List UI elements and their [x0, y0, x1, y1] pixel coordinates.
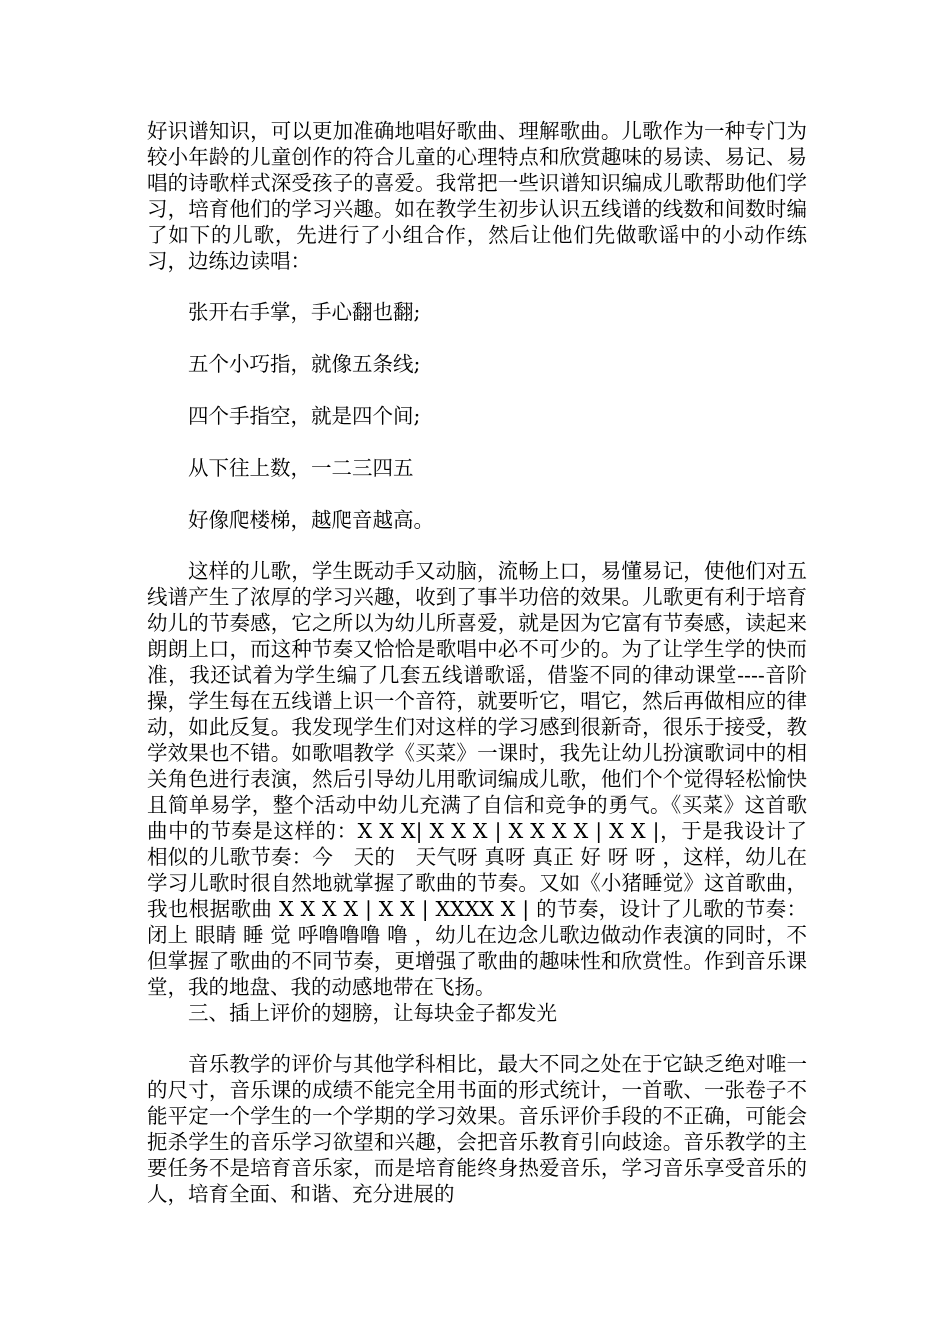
paragraph-intro: 好识谱知识，可以更加准确地唱好歌曲、理解歌曲。儿歌作为一种专门为较小年龄的儿童创作的符合儿童的心理特点和欣赏趣味的易读、易记、易唱的诗歌样式深受孩子的喜爱。我常把一些识谱知识编成儿歌帮助他们学习，培育他们的学习兴趣。如在教学生初步认识五线谱的线数和间数时编了如下的儿歌，先进行了小组合作，然后让他们先做歌谣中的小动作练习，边练边读唱： [147, 119, 807, 273]
verse-line-3: 四个手指空，就是四个间; [188, 404, 421, 428]
document-page [147, 118, 807, 1207]
verse-line-2: 五个小巧指，就像五条线; [188, 352, 421, 376]
section-heading: 三、插上评价的翅膀，让每块金子都发光 [188, 1001, 557, 1025]
verse-line-1: 张开右手掌，手心翻也翻; [188, 300, 421, 324]
paragraph-evaluation: 音乐教学的评价与其他学科相比，最大不同之处在于它缺乏绝对唯一的尺寸，音乐课的成绩不能完全用书面的形式统计，一首歌、一张卷子不能平定一个学生的一个学期的学习效果。音乐评价手段的不正确，可能会扼杀学生的音乐学习欲望和兴趣，会把音乐教育引向歧途。音乐教学的主要任务不是培育音乐家，而是培育能终身热爱音乐，学习音乐享受音乐的人，培育全面、和谐、充分进展的 [147, 1052, 807, 1206]
verse-line-4: 从下往上数，一二三四五 [188, 456, 414, 480]
verse-line-5: 好像爬楼梯，越爬音越高。 [188, 508, 434, 532]
paragraph-rhythm: 这样的儿歌，学生既动手又动脑，流畅上口，易懂易记，使他们对五线谱产生了浓厚的学习兴趣，收到了事半功倍的效果。儿歌更有利于培育幼儿的节奏感，它之所以为幼儿所喜爱，就是因为它富有节奏感，读起来朗朗上口，而这种节奏又恰恰是歌唱中必不可少的。为了让学生学的快而准，我还试着为学生编了几套五线谱歌谣，借鉴不同的律动课堂----音阶操，学生每在五线谱上识一个音符，就要听它，唱它，然后再做相应的律动，如此反复。我发现学生们对这样的学习感到很新奇，很乐于接受，教学效果也不错。如歌唱教学《买菜》一课时，我先让幼儿扮演歌词中的相关角色进行表演，然后引导幼儿用歌词编成儿歌，他们个个觉得轻松愉快且简单易学，整个活动中幼儿充满了自信和竞争的勇气。《买菜》这首歌曲中的节奏是这样的：X X X| X X X | X X X X | X X |，于是我设计了相似的儿歌节奏：今 天的 天气呀 真呀 真正 好 呀 呀 ，这样，幼儿在学习儿歌时很自然地就掌握了歌曲的节奏。又如《小猪睡觉》这首歌曲，我也根据歌曲 X X X X | X X | XXXX X | 的节奏，设计了儿歌的节奏：闭上 眼睛 睡 觉 呼噜噜噜 噜 ，幼儿在边念儿歌边做动作表演的同时，不但掌握了歌曲的不同节奏，更增强了歌曲的趣味性和欣赏性。作到音乐课堂，我的地盘、我的动感地带在飞扬。 [147, 559, 807, 999]
